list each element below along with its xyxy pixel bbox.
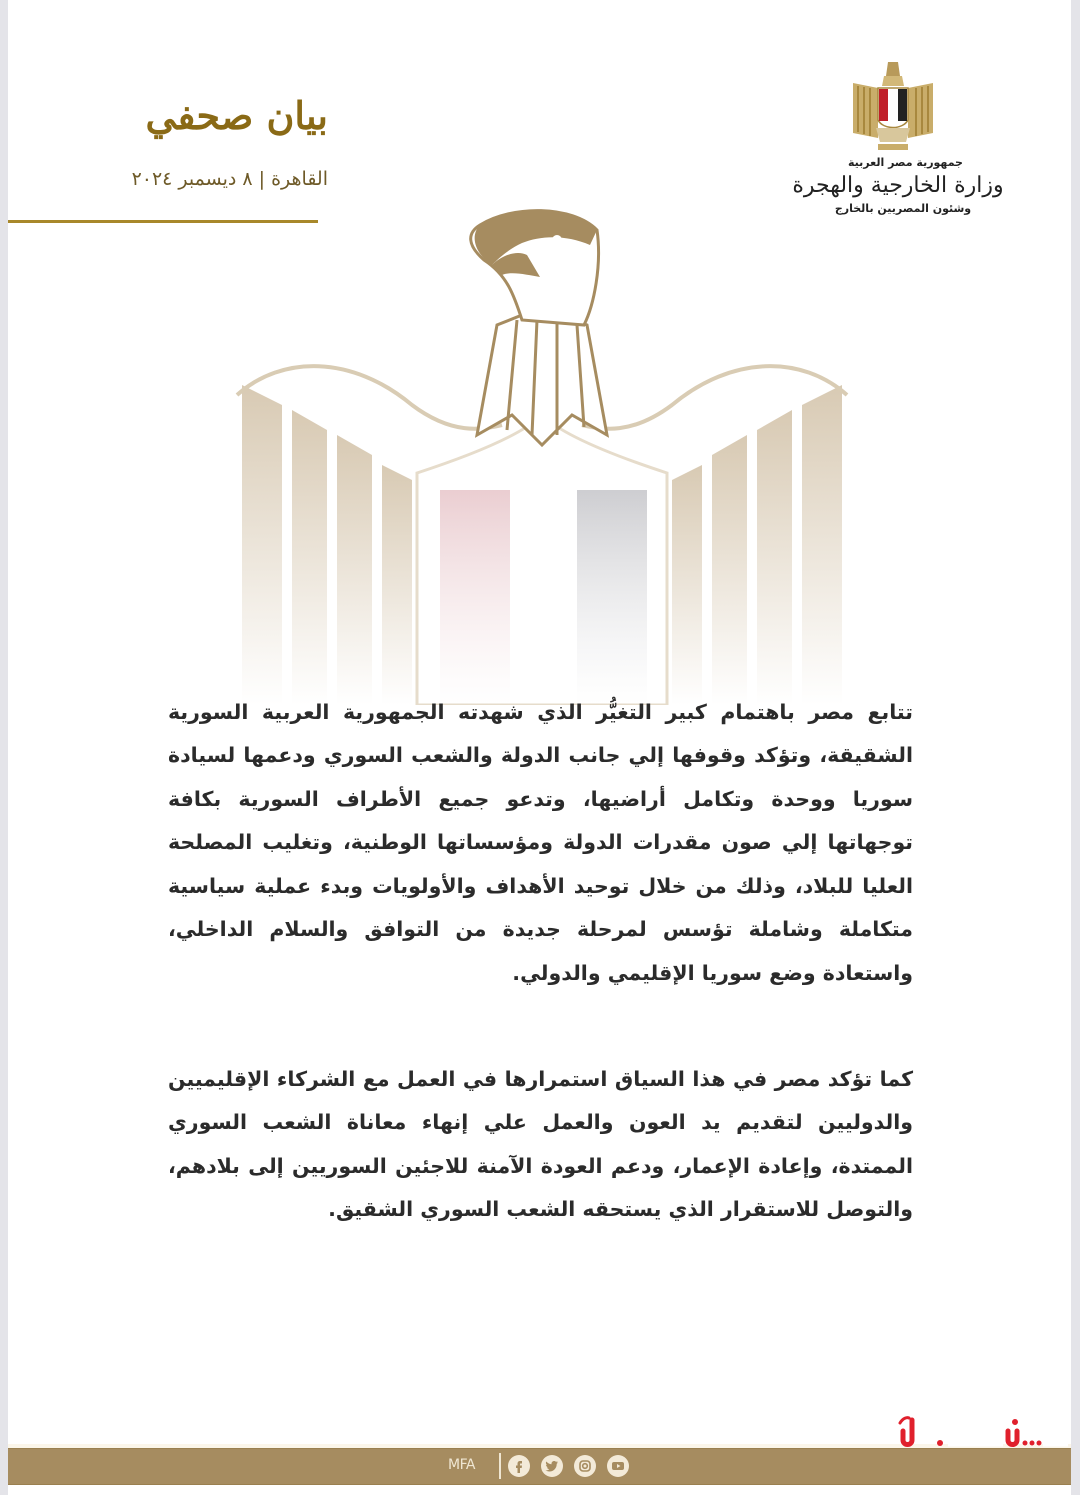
twitter-icon[interactable] — [541, 1455, 563, 1477]
logo-line-republic: جمهورية مصر العربية — [848, 156, 963, 169]
footer-bar — [8, 1448, 1071, 1485]
page-left-edge — [0, 0, 8, 1495]
eagle-emblem-icon — [848, 58, 938, 153]
logo-line-expatriates: وشئون المصريين بالخارج — [834, 202, 972, 215]
page-right-edge — [1071, 0, 1080, 1495]
press-release-page — [8, 0, 1071, 1495]
statement-paragraph-1: تتابع مصر باهتمام كبير التغيُّر الذي شهدته الجمهورية العربية السورية الشقيقة، وتؤكد وقوفها إلي جانب الدولة والشعب السوري ودعمها لسيادة سوريا ووحدة وتكامل أراضيها، وتدعو جميع الأطراف السورية بكافة توجهاتها إلي صون مقدرات الدولة ومؤسساتها الوطنية، وتغليب المصلحة العليا للبلاد، وذلك من خلال توحيد الأهداف والأولويات وبدء عملية سياسية متكاملة وشاملة تؤسس لمرحلة جديدة من التوافق والسلام الداخلي، واستعادة وضع سوريا الإقليمي والدولي. — [168, 699, 913, 985]
ministry-logo — [768, 58, 1028, 248]
statement-paragraph-2: كما تؤكد مصر في هذا السياق استمرارها في العمل مع الشركاء الإقليميين والدوليين لتقديم يد العون والعمل علي إنهاء معاناة الشعب السوري الممتدة، وإعادة الإعمار، ودعم العودة الآمنة للاجئين السوريين إلى بلادهم، والتوصل للاستقرار الذي يستحقه الشعب السوري الشقيق. — [168, 1066, 913, 1221]
instagram-icon[interactable] — [574, 1455, 596, 1477]
eagle-watermark-icon — [222, 205, 862, 705]
footer-brand: MFA — [448, 1457, 475, 1473]
footer-separator — [499, 1453, 501, 1479]
dateline: القاهرة | ٨ ديسمبر ٢٠٢٤ — [131, 168, 328, 190]
facebook-icon[interactable] — [508, 1455, 530, 1477]
header-divider — [8, 220, 318, 223]
youtube-icon[interactable] — [607, 1455, 629, 1477]
logo-line-ministry: وزارة الخارجية والهجرة — [792, 173, 1004, 198]
page-title: بيان صحفي — [145, 93, 328, 138]
site-watermark-icon — [893, 1413, 1071, 1453]
